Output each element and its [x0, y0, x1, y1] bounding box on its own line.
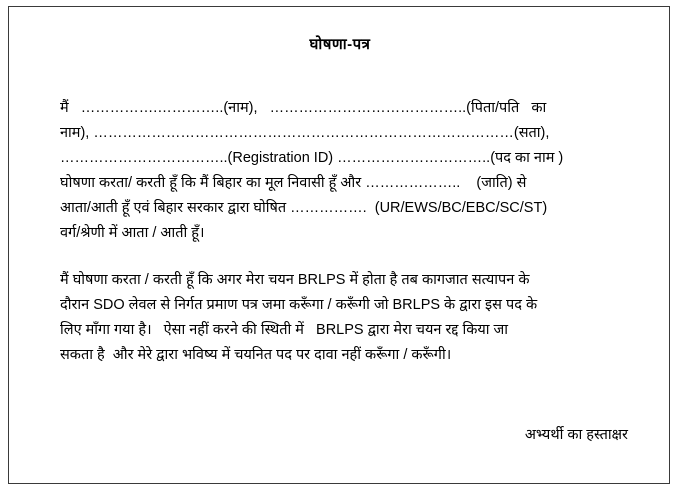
undertaking-line: मैं घोषणा करता / करती हूँ कि अगर मेरा चयन BRLPS में होता है तब कागजात सत्यापन के	[60, 272, 530, 288]
declaration-line: नाम), ……………………………………………………………………………(सता),	[60, 125, 550, 141]
declaration-line: वर्ग/श्रेणी में आता / आती हूँ।	[60, 225, 205, 241]
declaration-line: मैं …………….…………..(नाम), …………………………………..(पिता/पति का	[60, 100, 547, 116]
undertaking-line: सकता है और मेरे द्वारा भविष्य में चयनित पद पर दावा नहीं करूँगा / करूँगी।	[60, 347, 452, 363]
undertaking-line: दौरान SDO लेवल से निर्गत प्रमाण पत्र जमा करूँगा / करूँगी जो BRLPS के द्वारा इस पद के	[60, 297, 538, 313]
declaration-line: आता/आती हूँ एवं बिहार सरकार द्वारा घोषित ……………. (UR/EWS/BC/EBC/SC/ST)	[60, 200, 548, 216]
document-content	[60, 34, 620, 368]
undertaking-paragraph	[60, 268, 620, 368]
declaration-line: घोषणा करता/ करती हूँ कि मैं बिहार का मूल निवासी हूँ और ……………….. (जाति) से	[60, 175, 527, 191]
page-title: घोषणा-पत्र	[309, 36, 371, 53]
undertaking-line: लिए माँगा गया है। ऐसा नहीं करने की स्थिती में BRLPS द्वारा मेरा चयन रद्द किया जा	[60, 322, 509, 338]
declaration-paragraph	[60, 96, 620, 246]
declaration-line: ……………………………..(Registration ID) …………………………..(पद का नाम )	[60, 150, 564, 166]
signature-label: अभ्यर्थी का हस्ताक्षर	[524, 427, 628, 443]
